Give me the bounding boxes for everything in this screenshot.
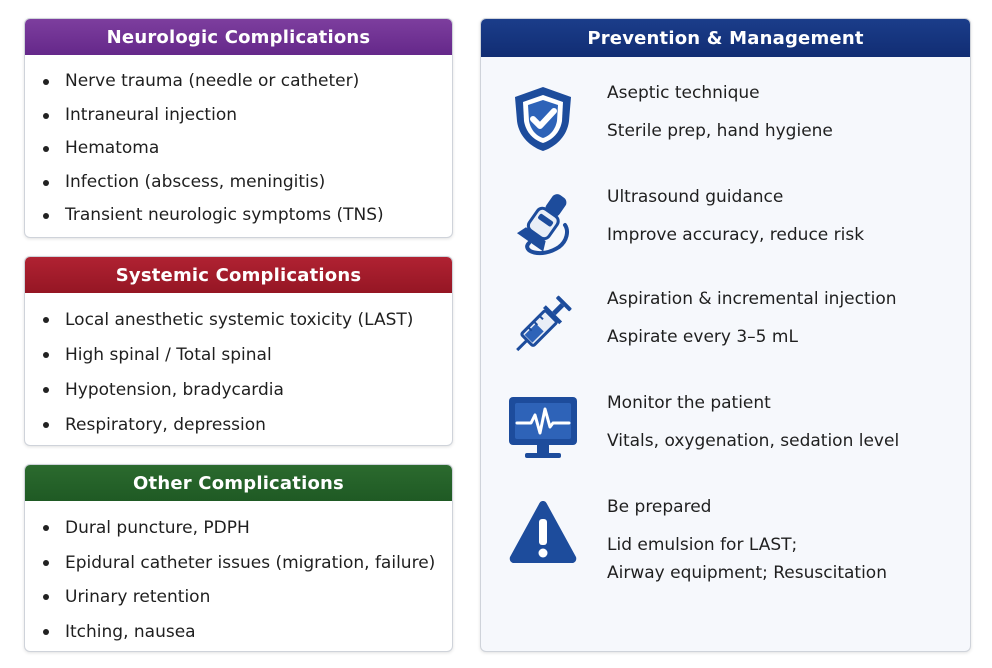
monitor-patient-title: Monitor the patient [607, 393, 771, 413]
prevention-management-title: Prevention & Management [481, 19, 970, 57]
list-item: Hematoma [25, 132, 452, 166]
list-item: Itching, nausea [25, 615, 452, 650]
neurologic-complications-card [24, 18, 453, 238]
other-complications-card [24, 464, 453, 652]
be-prepared-desc: Lid emulsion for LAST; Airway equipment; Resuscitation [607, 535, 887, 583]
other-list [25, 511, 452, 649]
list-item: Dural puncture, PDPH [25, 511, 452, 546]
systemic-complications-title: Systemic Complications [25, 257, 452, 293]
ultrasound-probe-icon [507, 187, 579, 259]
list-item: High spinal / Total spinal [25, 338, 452, 373]
list-item: Hypotension, bradycardia [25, 373, 452, 408]
list-item: Nerve trauma (needle or catheter) [25, 65, 452, 99]
syringe-icon [507, 289, 579, 361]
warning-triangle-icon [507, 497, 579, 569]
aspiration-title: Aspiration & incremental injection [607, 289, 897, 309]
neurologic-complications-title: Neurologic Complications [25, 19, 452, 55]
aseptic-technique-title: Aseptic technique [607, 83, 760, 103]
monitor-patient-desc: Vitals, oxygenation, sedation level [607, 431, 900, 451]
list-item: Local anesthetic systemic toxicity (LAST) [25, 303, 452, 338]
be-prepared-title: Be prepared [607, 497, 712, 517]
shield-check-icon [507, 83, 579, 155]
ultrasound-guidance-title: Ultrasound guidance [607, 187, 784, 207]
list-item: Respiratory, depression [25, 408, 452, 443]
other-complications-title: Other Complications [25, 465, 452, 501]
prevention-management-card [480, 18, 971, 652]
ultrasound-guidance-desc: Improve accuracy, reduce risk [607, 225, 865, 245]
list-item: Infection (abscess, meningitis) [25, 166, 452, 200]
aseptic-technique-desc: Sterile prep, hand hygiene [607, 121, 833, 141]
list-item: Urinary retention [25, 580, 452, 615]
systemic-list [25, 303, 452, 443]
neurologic-list [25, 65, 452, 233]
vital-monitor-icon [507, 393, 579, 465]
systemic-complications-card [24, 256, 453, 446]
list-item: Epidural catheter issues (migration, failure) [25, 546, 452, 581]
list-item: Intraneural injection [25, 99, 452, 133]
aspiration-desc: Aspirate every 3–5 mL [607, 327, 798, 347]
list-item: Transient neurologic symptoms (TNS) [25, 199, 452, 233]
